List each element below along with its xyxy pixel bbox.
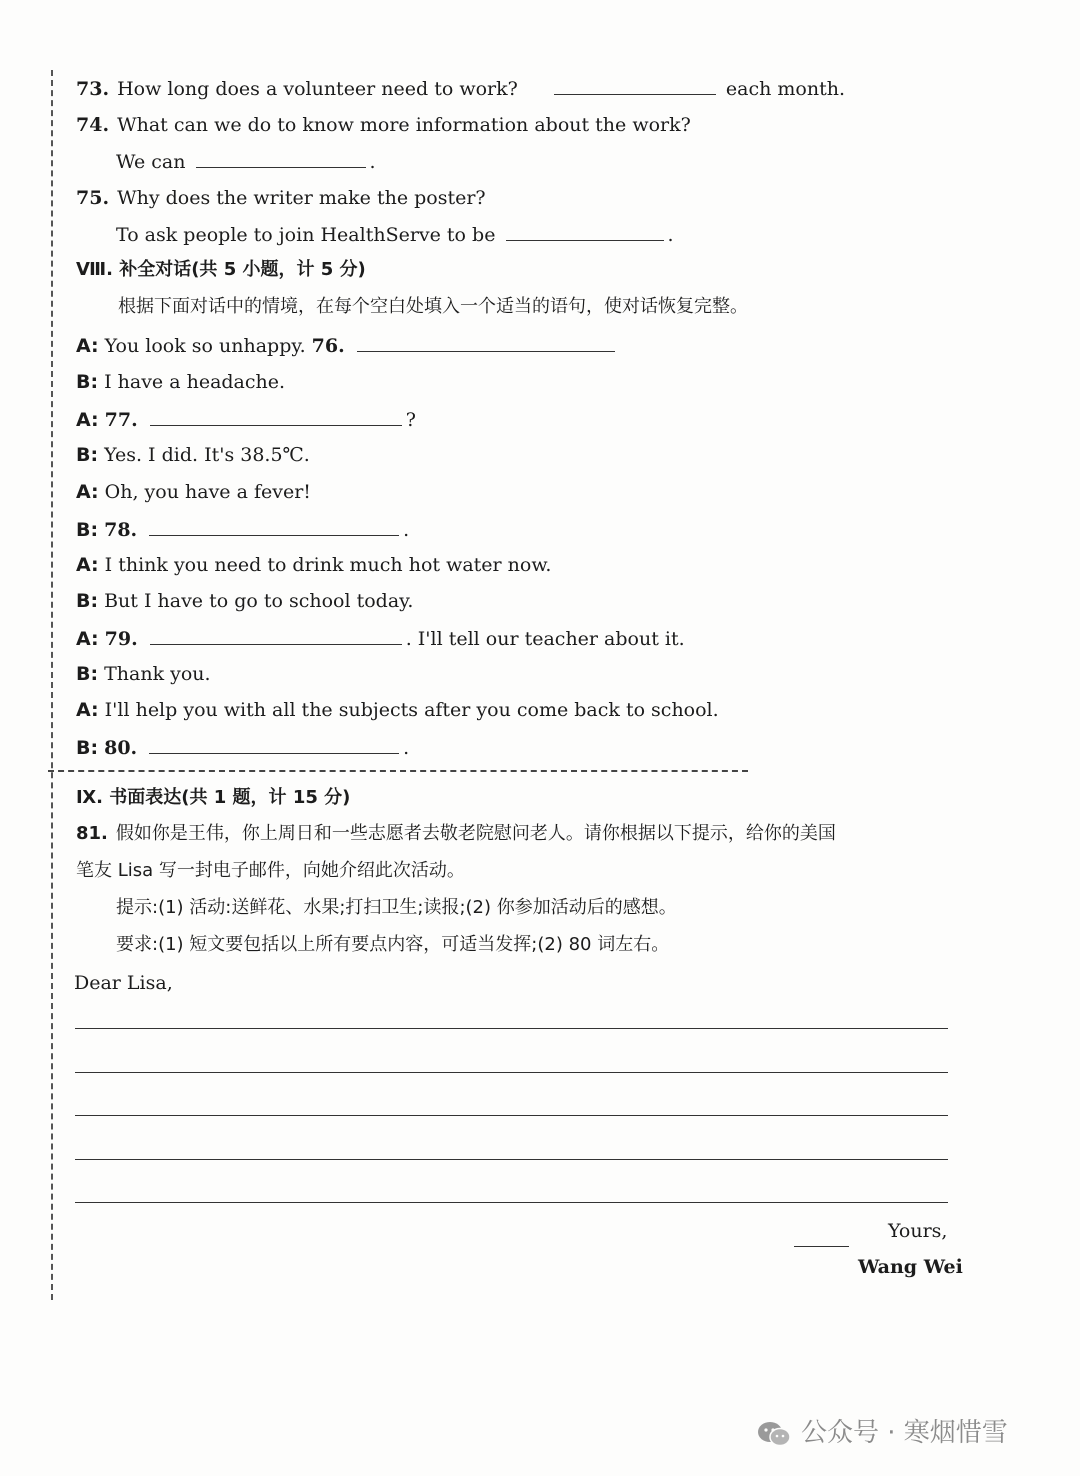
answer-blank-79[interactable] xyxy=(150,626,402,645)
binding-margin-line xyxy=(51,70,53,1300)
speaker-label: B: xyxy=(76,663,99,685)
section-8-instruction: 根据下面对话中的情境，在每个空白处填入一个适当的语句，使对话恢复完整。 xyxy=(118,296,748,317)
speaker-label: B: xyxy=(76,590,99,612)
question-number: 76. xyxy=(311,335,345,357)
wechat-icon xyxy=(757,1421,791,1447)
dialogue-text: . xyxy=(403,519,410,541)
question-number: 78. xyxy=(104,519,138,541)
dialogue-line xyxy=(76,443,310,467)
speaker-label: A: xyxy=(76,335,99,357)
dialogue-line xyxy=(76,662,211,686)
answer-blank-74[interactable] xyxy=(196,149,366,168)
question-number: 81. xyxy=(76,823,108,844)
question-74 xyxy=(76,113,691,137)
speaker-label: A: xyxy=(76,699,99,721)
dialogue-text: . xyxy=(403,737,410,759)
answer-blank-73[interactable] xyxy=(554,76,716,95)
speaker-label: B: xyxy=(76,371,99,393)
section-9-title: Ⅸ. 书面表达(共 1 题，计 15 分) xyxy=(76,787,351,808)
speaker-label: A: xyxy=(76,628,99,650)
letter-greeting: Dear Lisa, xyxy=(74,972,173,994)
dialogue-line xyxy=(76,333,619,358)
answer-prefix: To ask people to join HealthServe to be xyxy=(116,224,496,246)
answer-blank-80[interactable] xyxy=(149,735,399,754)
answer-end: . xyxy=(369,151,376,173)
speaker-label: A: xyxy=(76,481,99,503)
question-number: 79. xyxy=(104,628,138,650)
question-text: Why does the writer make the poster? xyxy=(117,187,486,209)
answer-blank-75[interactable] xyxy=(506,222,664,241)
dialogue-text: I'll help you with all the subjects after you come back to school. xyxy=(104,699,719,721)
watermark-text: 公众号 · 寒烟惜雪 xyxy=(801,1418,1008,1448)
requirement-text: 要求:(1) 短文要包括以上所有要点内容，可适当发挥;(2) 80 词左右。 xyxy=(116,934,670,955)
question-81-line-2: 笔友 Lisa 写一封电子邮件，向她介绍此次活动。 xyxy=(76,860,465,881)
speaker-label: A: xyxy=(76,554,99,576)
dialogue-line xyxy=(76,480,311,504)
letter-closing: Yours, xyxy=(888,1220,948,1242)
question-73 xyxy=(76,76,845,101)
watermark xyxy=(757,1412,1008,1449)
answer-line-74 xyxy=(116,149,376,174)
answer-line-75 xyxy=(116,222,674,247)
cut-line xyxy=(48,770,748,772)
writing-line[interactable] xyxy=(75,1202,948,1203)
speaker-label: B: xyxy=(76,737,99,759)
signature-dash xyxy=(794,1232,849,1247)
dialogue-line xyxy=(76,698,719,722)
question-81-line-1 xyxy=(76,822,836,846)
dialogue-line xyxy=(76,407,416,432)
dialogue-line xyxy=(76,370,285,394)
prompt-text: 假如你是王伟，你上周日和一些志愿者去敬老院慰问老人。请你根据以下提示，给你的美国 xyxy=(115,823,836,844)
answer-end: . xyxy=(667,224,674,246)
speaker-label: B: xyxy=(76,519,99,541)
hint-text: 提示:(1) 活动:送鲜花、水果;打扫卫生;读报;(2) 你参加活动后的感想。 xyxy=(116,897,677,918)
writing-line[interactable] xyxy=(75,1159,948,1160)
question-text: What can we do to know more information about the work? xyxy=(117,114,691,136)
dialogue-line xyxy=(76,735,409,760)
question-number: 80. xyxy=(104,737,138,759)
dialogue-text: Thank you. xyxy=(104,663,211,685)
dialogue-line xyxy=(76,517,409,542)
speaker-label: B: xyxy=(76,444,99,466)
dialogue-text: ? xyxy=(405,409,416,431)
answer-blank-77[interactable] xyxy=(150,407,402,426)
dialogue-text: I think you need to drink much hot water now. xyxy=(104,554,552,576)
dialogue-line xyxy=(76,626,685,651)
dialogue-text: I have a headache. xyxy=(104,371,286,393)
question-suffix: each month. xyxy=(725,78,846,100)
question-text: How long does a volunteer need to work? xyxy=(117,78,518,100)
question-number: 73. xyxy=(76,78,110,100)
writing-line[interactable] xyxy=(75,1072,948,1073)
section-8-title: Ⅷ. 补全对话(共 5 小题，计 5 分) xyxy=(76,259,366,280)
dialogue-text: . I'll tell our teacher about it. xyxy=(405,628,685,650)
question-number: 74. xyxy=(76,114,110,136)
dialogue-line xyxy=(76,553,551,577)
letter-signature: Wang Wei xyxy=(858,1256,963,1278)
dialogue-text: But I have to go to school today. xyxy=(104,590,414,612)
dialogue-text: Oh, you have a fever! xyxy=(104,481,311,503)
question-number: 75. xyxy=(76,187,110,209)
question-number: 77. xyxy=(104,409,138,431)
answer-blank-76[interactable] xyxy=(357,333,615,352)
speaker-label: A: xyxy=(76,409,99,431)
dialogue-text: You look so unhappy. xyxy=(104,335,306,357)
dialogue-text: Yes. I did. It's 38.5℃. xyxy=(104,444,310,466)
answer-blank-78[interactable] xyxy=(149,517,399,536)
writing-line[interactable] xyxy=(75,1028,948,1029)
dialogue-line xyxy=(76,589,413,613)
answer-prefix: We can xyxy=(116,151,186,173)
writing-line[interactable] xyxy=(75,1115,948,1116)
question-75 xyxy=(76,186,486,210)
